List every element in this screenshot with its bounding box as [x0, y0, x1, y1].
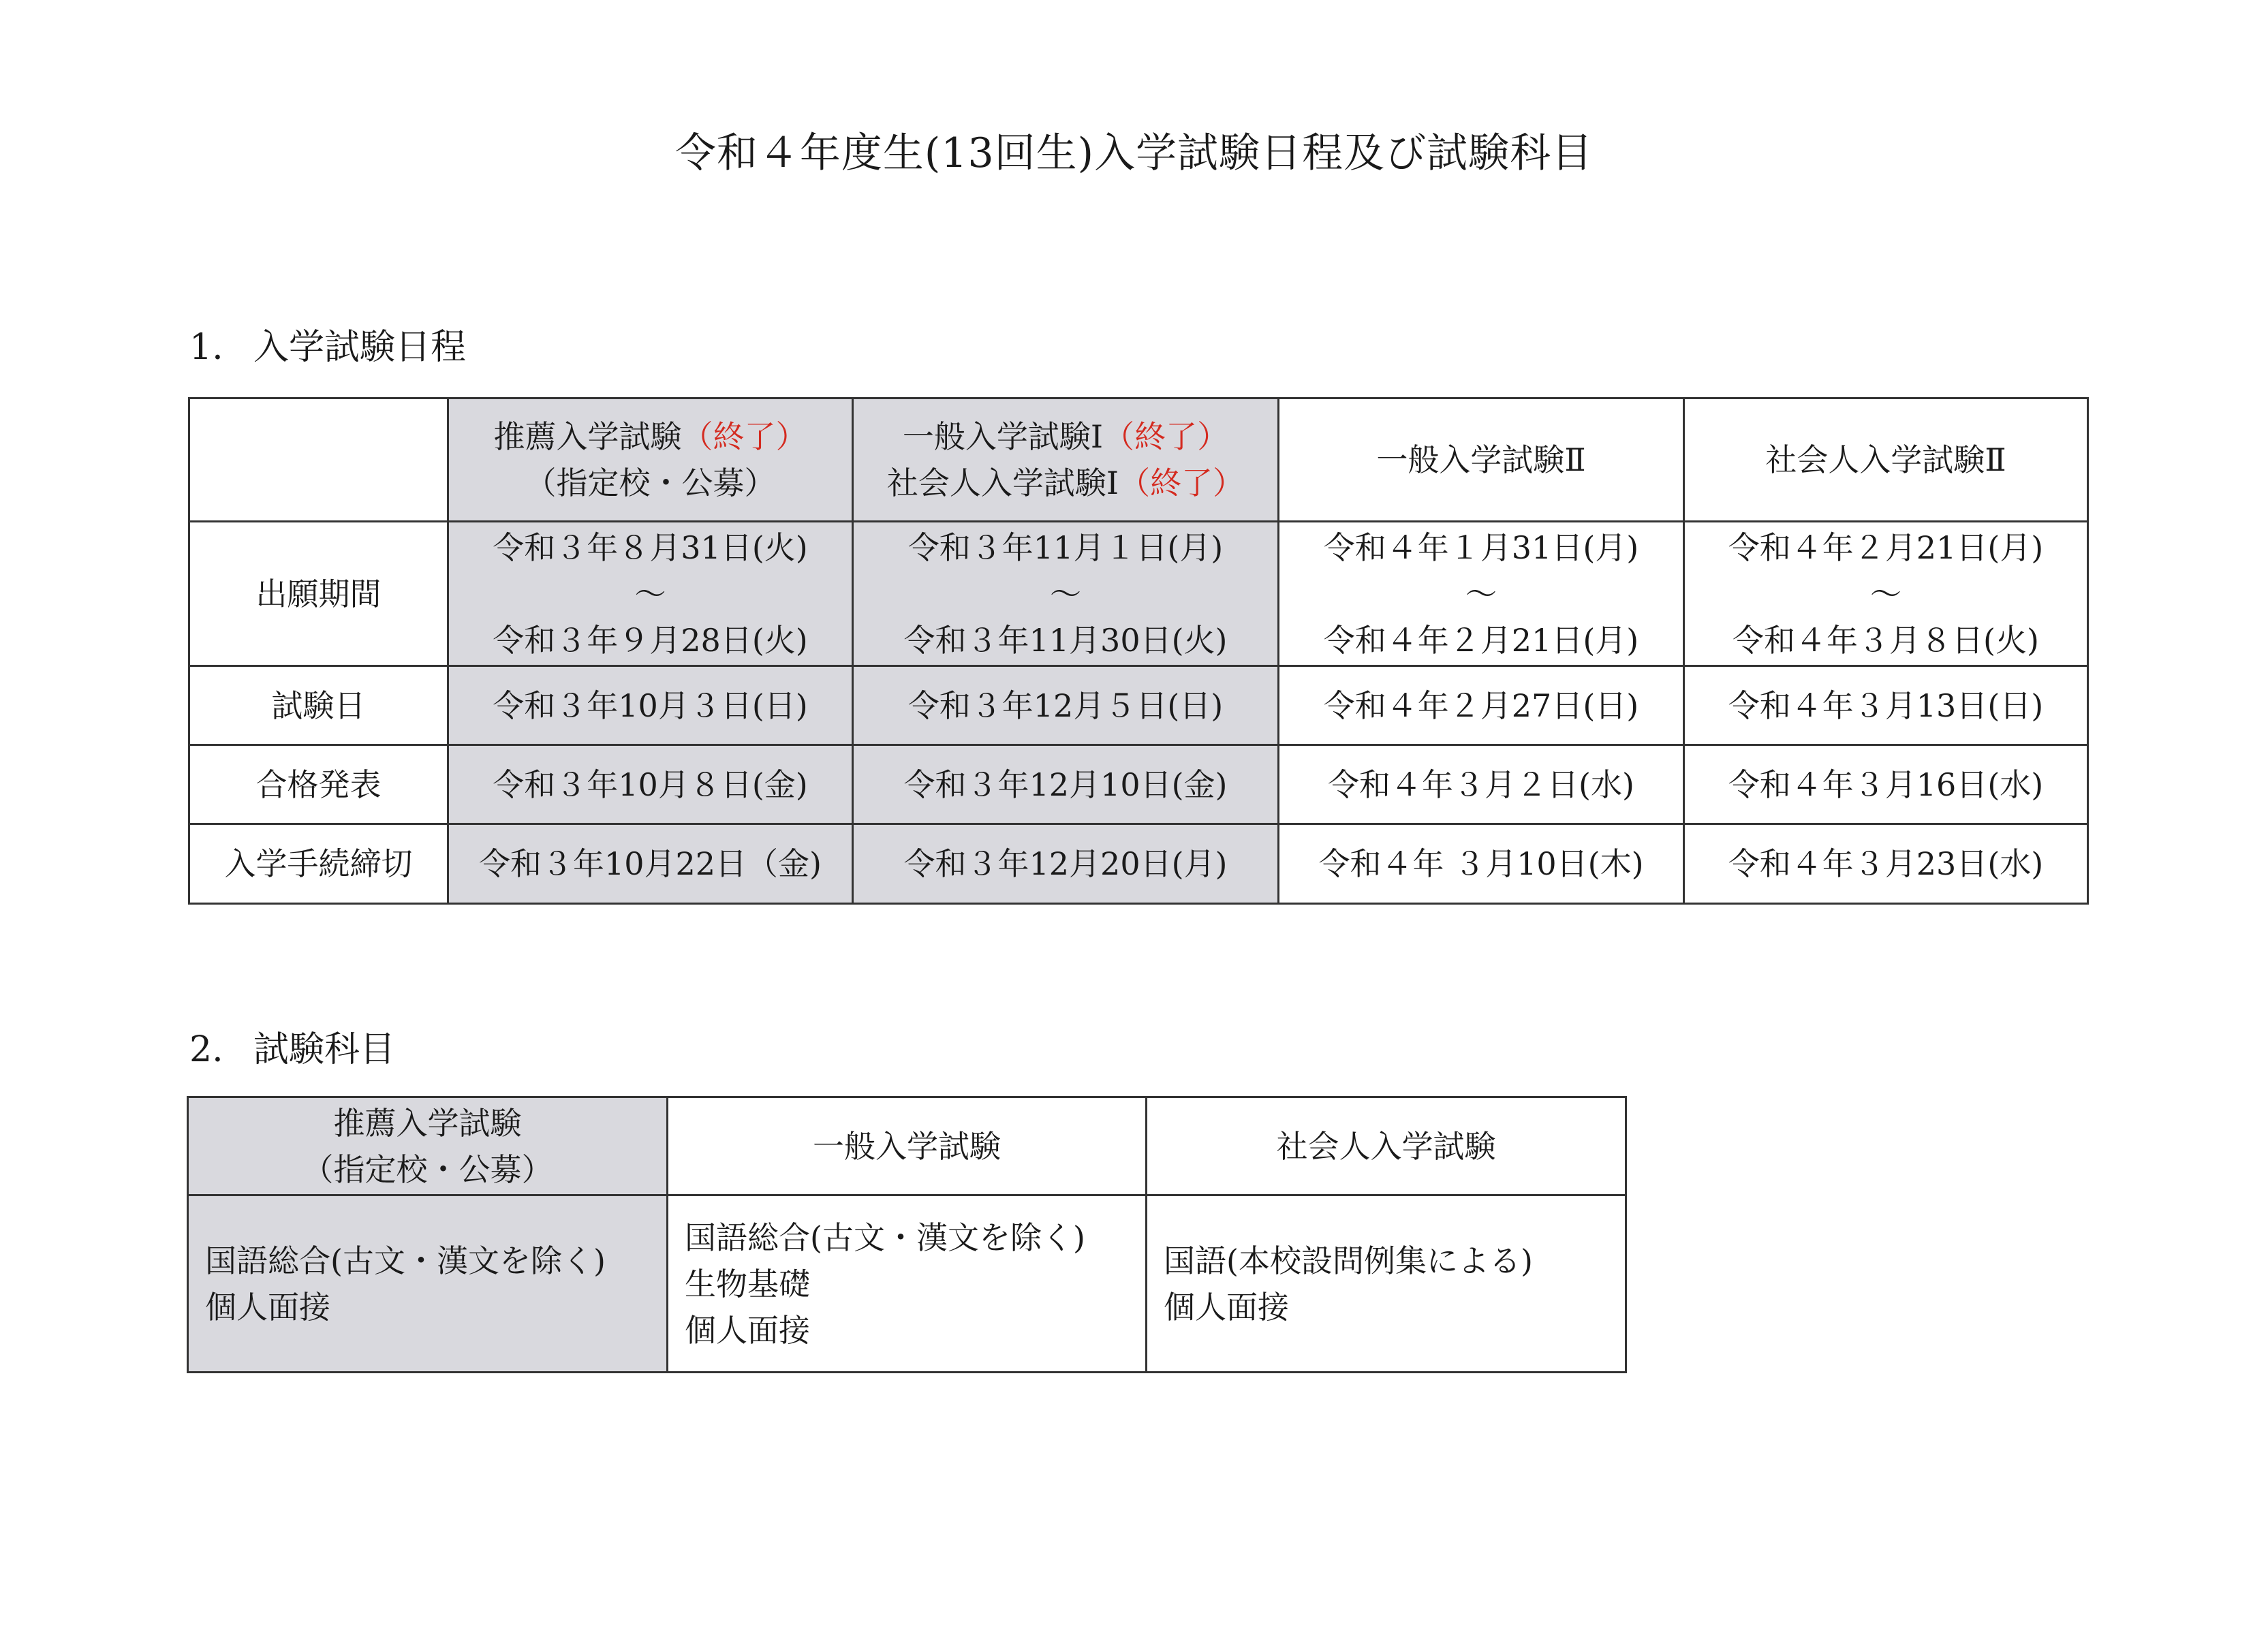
- exam-date-cell: 令和４年３月13日(日): [1684, 666, 2088, 745]
- section-1-number: 1.: [189, 327, 223, 368]
- schedule-row-exam-date: [189, 666, 2088, 745]
- subject-item: 生物基礎: [685, 1265, 810, 1302]
- row-label: 出願期間: [189, 522, 448, 666]
- schedule-row-result-announcement: [189, 745, 2088, 824]
- subjects-shakaijin-cell: [1147, 1195, 1626, 1373]
- application-period-cell: 令和３年８月31日(火) ～ 令和３年９月28日(火): [448, 522, 853, 666]
- subject-item: 個人面接: [205, 1288, 330, 1326]
- subject-item: 個人面接: [1164, 1288, 1289, 1326]
- application-period-cell: 令和４年１月31日(月) ～ 令和４年２月21日(月): [1279, 522, 1684, 666]
- subjects-header-row: [188, 1097, 1626, 1195]
- subjects-header-suisen: 推薦入学試験 （指定校・公募）: [188, 1097, 668, 1195]
- result-date-cell: 令和４年３月16日(水): [1684, 745, 2088, 824]
- exam-date-cell: 令和４年２月27日(日): [1279, 666, 1684, 745]
- status-completed: （終了）: [1103, 418, 1229, 455]
- subject-item: 国語総合(古文・漢文を除く): [205, 1242, 606, 1279]
- section-2-number: 2.: [189, 1029, 223, 1070]
- row-label: 試験日: [189, 666, 448, 745]
- exam-subjects-table: [187, 1096, 1627, 1373]
- result-date-cell: 令和３年10月８日(金): [448, 745, 853, 824]
- section-2-title: 試験科目: [253, 1029, 396, 1070]
- section-1-title: 入学試験日程: [253, 327, 467, 368]
- schedule-header-ippan-1: 一般入学試験Ⅰ（終了） 社会人入学試験Ⅰ（終了）: [853, 398, 1279, 522]
- row-label: 入学手続締切: [189, 824, 448, 904]
- result-date-cell: 令和３年12月10日(金): [853, 745, 1279, 824]
- exam-date-cell: 令和３年10月３日(日): [448, 666, 853, 745]
- schedule-header-suisen: 推薦入学試験（終了） （指定校・公募）: [448, 398, 853, 522]
- status-completed: （終了）: [1119, 465, 1245, 501]
- schedule-header-ippan-2: 一般入学試験Ⅱ: [1279, 398, 1684, 522]
- schedule-header-row: [189, 398, 2088, 522]
- section-2-heading: [189, 1026, 395, 1074]
- exam-schedule-table: [188, 397, 2089, 905]
- subject-item: 個人面接: [685, 1311, 810, 1349]
- subjects-header-shakaijin: 社会人入学試験: [1147, 1097, 1626, 1195]
- schedule-row-enrollment-deadline: [189, 824, 2088, 904]
- subject-item: 国語(本校設問例集による): [1164, 1242, 1533, 1279]
- section-1-heading: [189, 324, 466, 371]
- deadline-cell: 令和３年10月22日（金): [448, 824, 853, 904]
- deadline-cell: 令和４年 ３月10日(木): [1279, 824, 1684, 904]
- status-completed: （終了）: [681, 418, 807, 455]
- row-label: 合格発表: [189, 745, 448, 824]
- subjects-header-ippan: 一般入学試験: [668, 1097, 1147, 1195]
- result-date-cell: 令和４年３月２日(水): [1279, 745, 1684, 824]
- document-title: 令和４年度生(13回生)入学試験日程及び試験科目: [674, 129, 1594, 177]
- application-period-cell: 令和４年２月21日(月) ～ 令和４年３月８日(火): [1684, 522, 2088, 666]
- subject-item: 国語総合(古文・漢文を除く): [685, 1219, 1085, 1256]
- subjects-ippan-cell: [668, 1195, 1147, 1373]
- subjects-suisen-cell: [188, 1195, 668, 1373]
- exam-date-cell: 令和３年12月５日(日): [853, 666, 1279, 745]
- deadline-cell: 令和４年３月23日(水): [1684, 824, 2088, 904]
- application-period-cell: 令和３年11月１日(月) ～ 令和３年11月30日(火): [853, 522, 1279, 666]
- schedule-corner-cell: [189, 398, 448, 522]
- deadline-cell: 令和３年12月20日(月): [853, 824, 1279, 904]
- subjects-row: [188, 1195, 1626, 1373]
- schedule-row-application-period: [189, 522, 2088, 666]
- schedule-header-shakaijin-2: 社会人入学試験Ⅱ: [1684, 398, 2088, 522]
